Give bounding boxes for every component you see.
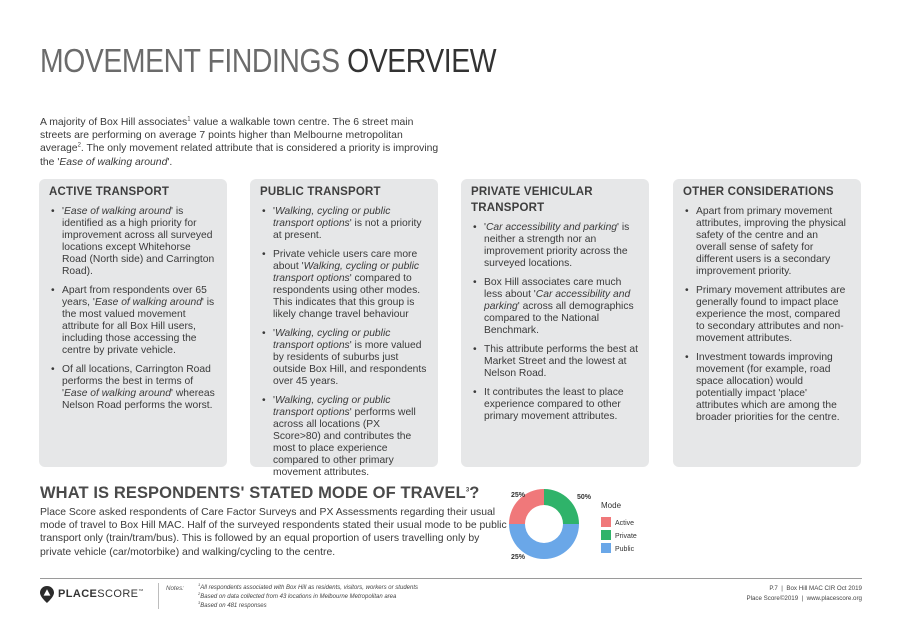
data-label-public: 50% [577, 494, 592, 501]
list-item: • Apart from respondents over 65 years, 'Ease of walking around' is the most valued movement attribute for all Box Hill users, including those accessing the centre by private vehicle. [49, 285, 217, 357]
notes-label: Notes: [166, 585, 184, 592]
intro-text-4: '. [167, 156, 173, 168]
card-title: PRIVATE VEHICULAR TRANSPORT [471, 186, 593, 214]
list-item: • 'Ease of walking around' is identified as a high priority for improvement across all surveyed locations except Whitehorse Road (North side) and Carrington Road). [49, 206, 217, 278]
bullet-list [471, 222, 639, 423]
list-item: • This attribute performs the best at Market Street and the lowest at Nelson Road. [471, 344, 639, 380]
legend-label-active: Active [615, 520, 635, 527]
legend-label-private: Private [615, 533, 637, 540]
intro-text-2: value a walkable town centre. The 6 street main streets are performing on average 7 points higher than Melbourne metropolitan average [40, 117, 414, 155]
list-item: • 'Walking, cycling or public transport options' performs well across all locations (PX Score>80) and contributes the most to place experience compared to other primary movement attributes. [260, 395, 428, 479]
footnote-2: $^2$Based on data collected from 43 locations in Melbourne Metropolitan area [198, 591, 397, 600]
list-item: • Apart from primary movement attributes, improving the physical safety of the centre and an overall sense of safety for different users is a secondary improvement priority. [683, 206, 851, 278]
bullet-list [260, 206, 428, 479]
section-body-mode-of-travel: Place Score asked respondents of Care Factor Surveys and PX Assessments regarding their usual mode of travel to Box Hill MAC. Half of the surveyed respondents stated their usual mode to be public transport only (train/tram/bus). This is followed by an equal proportion of users travelling only by private vehicle (car/motorbike) and walking/cycling to the centre. [40, 507, 507, 558]
list-item: • 'Walking, cycling or public transport options' is more valued by residents of suburbs just outside Box Hill, and respondents over 45 years. [260, 328, 428, 388]
footnote-ref-2: 2 [77, 142, 81, 149]
list-item: • Box Hill associates care much less about 'Car accessibility and parking' across all demographics compared to the National Benchmark. [471, 277, 639, 337]
footnotes [198, 584, 418, 611]
footer-page-info: P.7 | Box Hill MAC CIR Oct 2019 Place Score©2019 | www.placescore.org [746, 585, 862, 602]
data-label-active: 25% [511, 492, 526, 499]
card-public-transport [250, 179, 438, 478]
legend-title: Mode [601, 501, 622, 510]
page-title [40, 42, 496, 80]
copyright: Place Score©2019 [746, 594, 799, 602]
list-item: • It contributes the least to place experience compared to other primary movement attributes. [471, 387, 639, 423]
footnote-ref-1: 1 [187, 116, 191, 123]
intro-paragraph [40, 116, 440, 169]
donut-slice-private [544, 489, 579, 524]
page-number: P.7 [769, 585, 778, 592]
footnote-3: $^3$Based on 481 responses [198, 600, 267, 609]
footnote-ref-3: 3 [465, 487, 470, 494]
mode-of-travel-donut-chart [505, 488, 655, 563]
section-title-mode-of-travel: WHAT IS RESPONDENTS' STATED MODE OF TRAVEL$^3$? [40, 484, 480, 502]
page-title-dark: OVERVIEW [347, 42, 497, 79]
card-title: OTHER CONSIDERATIONS [683, 186, 834, 198]
footnote-1: $^1$All respondents associated with Box Hill as residents, visitors, workers or students [198, 582, 418, 591]
card-other-considerations [673, 179, 861, 467]
location-pin-icon [40, 586, 54, 603]
list-item: • 'Walking, cycling or public transport options' is not a priority at present. [260, 206, 428, 242]
footer-vertical-divider [158, 583, 159, 609]
legend-swatch-active [601, 517, 611, 527]
card-title: PUBLIC TRANSPORT [260, 186, 381, 198]
bullet-list [683, 206, 851, 424]
document-name: Box Hill MAC CIR Oct 2019 [786, 585, 862, 592]
list-item: • Of all locations, Carrington Road performs the best in terms of 'Ease of walking around' whereas Nelson Road performs the worst. [49, 364, 217, 412]
website-link[interactable]: www.placescore.org [806, 594, 862, 602]
card-title: ACTIVE TRANSPORT [49, 186, 170, 198]
card-active-transport [39, 179, 227, 467]
intro-text-1: A majority of Box Hill associates [40, 117, 188, 128]
footer-divider [40, 578, 862, 579]
legend-label-public: Public [615, 546, 635, 553]
legend-swatch-private [601, 530, 611, 540]
list-item: • Primary movement attributes are generally found to impact place experience the most, compared to secondary attributes and non-movement attributes. [683, 285, 851, 345]
list-item: • 'Car accessibility and parking' is neither a strength nor an improvement priority across the surveyed locations. [471, 222, 639, 270]
intro-emphasis: Ease of walking around [59, 156, 168, 168]
legend-swatch-public [601, 543, 611, 553]
placescore-logo [40, 585, 144, 603]
card-private-vehicular-transport [461, 179, 649, 467]
bullet-list [49, 206, 217, 412]
page-title-light: MOVEMENT FINDINGS [40, 42, 340, 79]
list-item: • Investment towards improving movement (for example, road space allocation) would potentially impact 'place' attributes which are among the broader priorities for the centre. [683, 352, 851, 424]
logo-text: PLACESCORE™ [58, 588, 144, 600]
list-item: • Private vehicle users care more about 'Walking, cycling or public transport options' compared to respondents using other modes. This indicates that this group is likely change travel behaviour [260, 249, 428, 321]
intro-text-3: . The only movement related attribute that is considered a priority is improving the ' [40, 143, 439, 168]
data-label-private: 25% [511, 554, 526, 561]
